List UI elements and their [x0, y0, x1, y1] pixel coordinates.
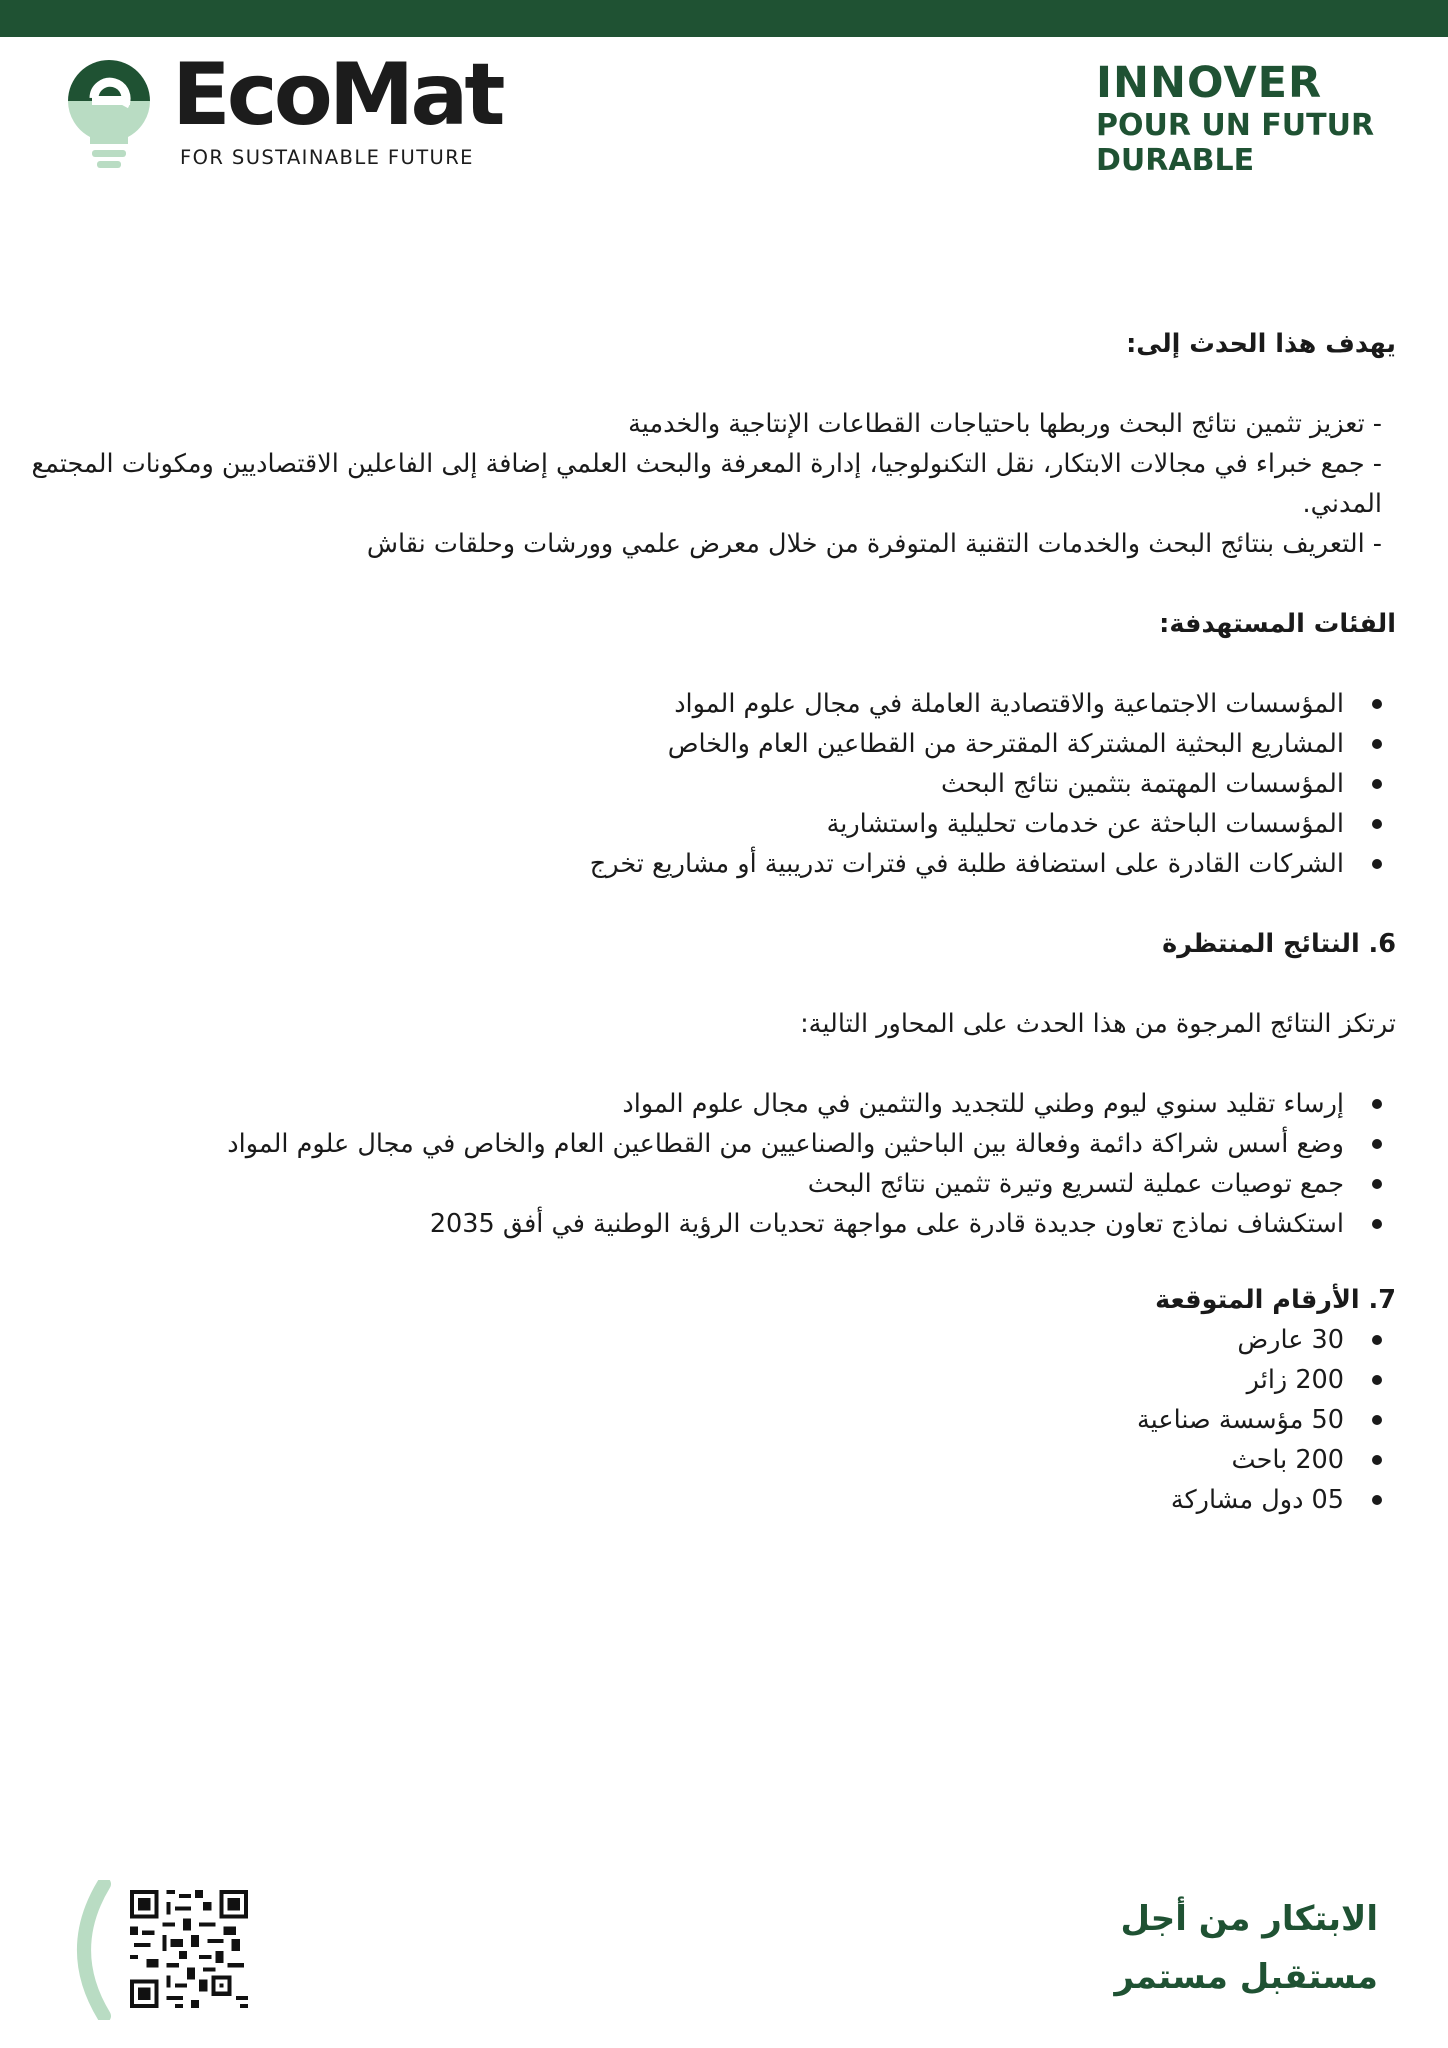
results-list: [16, 1084, 1396, 1244]
footer-slogan-line-2: مستقبل مستمر: [1114, 1957, 1378, 1997]
figure-item: 200 باحث: [16, 1440, 1344, 1480]
figure-item: 200 زائر: [16, 1360, 1344, 1400]
slogan-line-2: POUR UN FUTUR: [1096, 108, 1375, 143]
figure-item: 05 دول مشاركة: [16, 1480, 1344, 1520]
results-heading: 6. النتائج المنتظرة: [1162, 929, 1396, 959]
target-item: المؤسسات الاجتماعية والاقتصادية العاملة في مجال علوم المواد: [16, 684, 1344, 724]
brand-tagline: FOR SUSTAINABLE FUTURE: [180, 146, 474, 169]
figure-item: 30 عارض: [16, 1320, 1344, 1360]
slogan-line-1: INNOVER: [1096, 58, 1323, 108]
result-item: وضع أسس شراكة دائمة وفعالة بين الباحثين والصناعيين من القطاعين العام والخاص في مجال علوم المواد: [16, 1124, 1344, 1164]
results-intro: ترتكز النتائج المرجوة من هذا الحدث على المحاور التالية:: [800, 1009, 1396, 1039]
figures-heading: 7. الأرقام المتوقعة: [1155, 1285, 1396, 1315]
figures-list: [16, 1320, 1396, 1520]
target-item: المشاريع البحثية المشتركة المقترحة من القطاعين العام والخاص: [16, 724, 1344, 764]
goals-heading: يهدف هذا الحدث إلى:: [1126, 329, 1396, 359]
result-item: استكشاف نماذج تعاون جديدة قادرة على مواجهة تحديات الرؤية الوطنية في أفق 2035: [16, 1204, 1344, 1244]
goal-item: - جمع خبراء في مجالات الابتكار، نقل التكنولوجيا، إدارة المعرفة والبحث العلمي إضافة إلى الفاعلين الاقتصاديين ومكونات المجتمع المدني.: [31, 449, 1382, 519]
goals-list: [16, 404, 1396, 564]
goal-item: - التعريف بنتائج البحث والخدمات التقنية المتوفرة من خلال معرض علمي وورشات وحلقات نقاش: [366, 529, 1382, 559]
result-item: إرساء تقليد سنوي ليوم وطني للتجديد والتثمين في مجال علوم المواد: [16, 1084, 1344, 1124]
target-item: المؤسسات المهتمة بتثمين نتائج البحث: [16, 764, 1344, 804]
document-body: [16, 324, 1396, 1520]
decorative-bracket-icon: [60, 1880, 130, 2020]
brand-name: EcoMat: [172, 45, 502, 145]
top-bar: [0, 0, 1448, 37]
result-item: جمع توصيات عملية لتسريع وتيرة تثمين نتائج البحث: [16, 1164, 1344, 1204]
targets-list: [16, 684, 1396, 884]
slogan-line-3: DURABLE: [1096, 143, 1255, 178]
targets-heading: الفئات المستهدفة:: [1159, 609, 1396, 639]
goal-item: - تعزيز تثمين نتائج البحث وربطها باحتياجات القطاعات الإنتاجية والخدمية: [628, 409, 1382, 439]
figure-item: 50 مؤسسة صناعية: [16, 1400, 1344, 1440]
lightbulb-e-icon: [64, 56, 154, 174]
target-item: المؤسسات الباحثة عن خدمات تحليلية واستشارية: [16, 804, 1344, 844]
qr-code-icon: [130, 1890, 248, 2008]
header-slogan: [1096, 58, 1375, 178]
ecomat-logo: [64, 45, 534, 176]
footer-slogan: [1114, 1890, 1378, 2006]
target-item: الشركات القادرة على استضافة طلبة في فترات تدريبية أو مشاريع تخرج: [16, 844, 1344, 884]
footer-slogan-line-1: الابتكار من أجل: [1120, 1899, 1378, 1939]
